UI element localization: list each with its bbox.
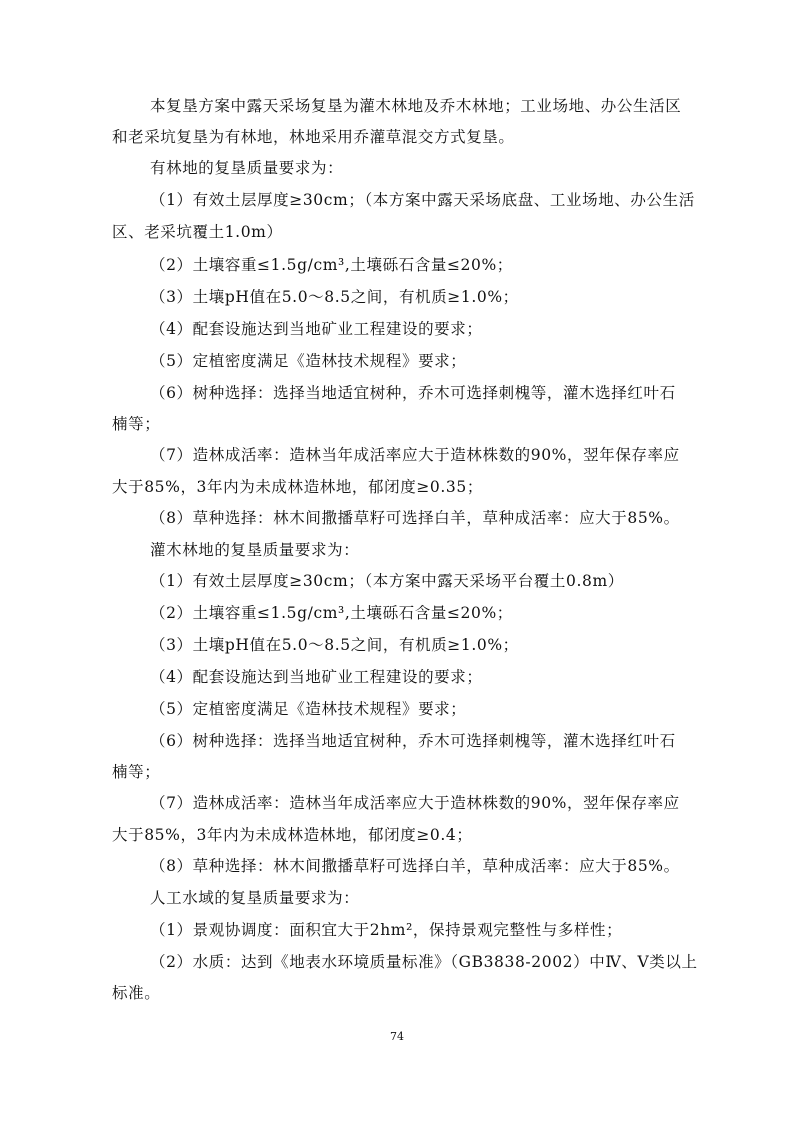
text-line: （1）景观协调度：面积宜大于2hm²，保持景观完整性与多样性； xyxy=(150,921,623,939)
section-heading: 人工水域的复垦质量要求为： xyxy=(150,889,360,907)
text-line: （2）土壤容重≤1.5g/cm³,土壤砾石含量≤20%； xyxy=(150,256,513,274)
text-line: （7）造林成活率：造林当年成活率应大于造林株数的90%，翌年保存率应 xyxy=(150,794,680,812)
text-line: （7）造林成活率：造林当年成活率应大于造林株数的90%，翌年保存率应 xyxy=(150,446,680,464)
text-line: （6）树种选择：选择当地适宜树种，乔木可选择刺槐等，灌木选择红叶石 xyxy=(150,384,676,402)
text-line: 楠等； xyxy=(112,415,161,433)
section-heading: 有林地的复垦质量要求为： xyxy=(150,159,344,177)
text-line: （8）草种选择：林木间撒播草籽可选择白羊，草种成活率：应大于85%。 xyxy=(150,509,680,527)
text-line: 大于85%，3年内为未成林造林地，郁闭度≥0.35； xyxy=(112,478,483,496)
text-line: 标准。 xyxy=(112,984,161,1002)
text-line: （8）草种选择：林木间撒播草籽可选择白羊，草种成活率：应大于85%。 xyxy=(150,857,680,875)
text-line: （3）土壤pH值在5.0～8.5之间，有机质≥1.0%； xyxy=(150,636,519,654)
text-line: （2）土壤容重≤1.5g/cm³,土壤砾石含量≤20%； xyxy=(150,604,513,622)
text-line: （5）定植密度满足《造林技术规程》要求； xyxy=(150,352,467,370)
text-line: 和老采坑复垦为有林地，林地采用乔灌草混交方式复垦。 xyxy=(112,128,515,146)
text-line: （4）配套设施达到当地矿业工程建设的要求； xyxy=(150,668,483,686)
text-line: （5）定植密度满足《造林技术规程》要求； xyxy=(150,700,467,718)
section-heading: 灌木林地的复垦质量要求为： xyxy=(150,541,360,559)
text-line: 区、老采坑覆土1.0m） xyxy=(112,223,283,241)
text-line: （3）土壤pH值在5.0～8.5之间，有机质≥1.0%； xyxy=(150,288,519,306)
text-line: （2）水质：达到《地表水环境质量标准》（GB3838-2002）中Ⅳ、Ⅴ类以上 xyxy=(150,953,698,971)
text-line: 本复垦方案中露天采场复垦为灌木林地及乔木林地；工业场地、办公生活区 xyxy=(150,97,682,115)
text-line: 大于85%，3年内为未成林造林地，郁闭度≥0.4； xyxy=(112,826,473,844)
text-line: 楠等； xyxy=(112,763,161,781)
text-line: （4）配套设施达到当地矿业工程建设的要求； xyxy=(150,320,483,338)
text-line: （1）有效土层厚度≥30cm；（本方案中露天采场平台覆土0.8m） xyxy=(150,572,624,590)
text-line: （1）有效土层厚度≥30cm；（本方案中露天采场底盘、工业场地、办公生活 xyxy=(150,191,695,209)
page-number: 74 xyxy=(390,1030,404,1043)
text-line: （6）树种选择：选择当地适宜树种，乔木可选择刺槐等，灌木选择红叶石 xyxy=(150,732,676,750)
